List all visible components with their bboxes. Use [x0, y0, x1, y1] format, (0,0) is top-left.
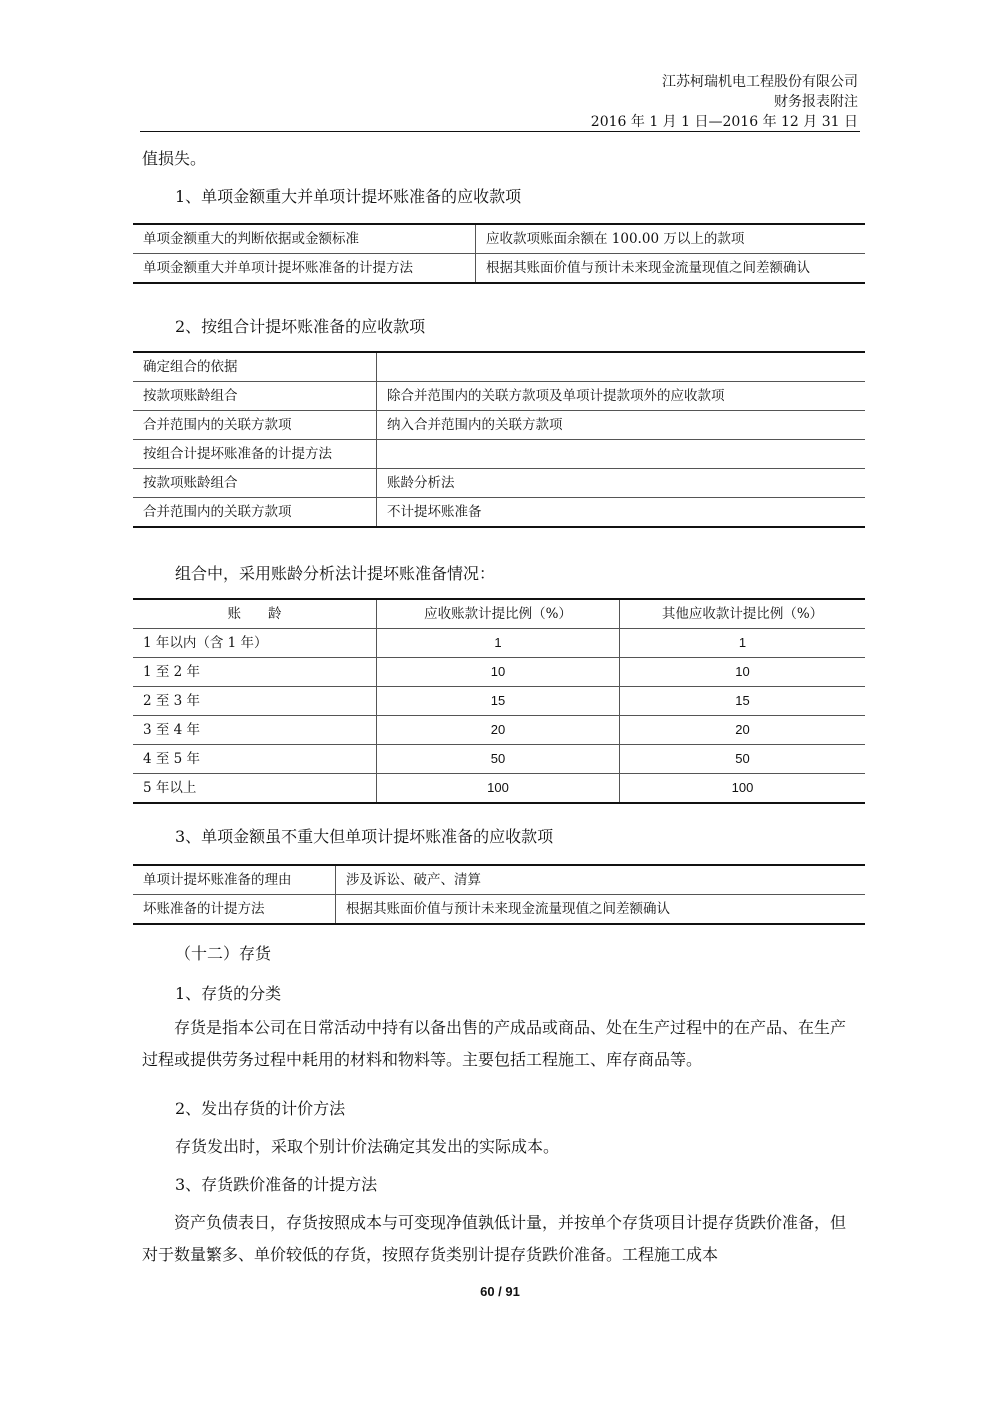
table-cell: 1 年以内（含 1 年）	[133, 629, 377, 658]
inventory-classification-text: 存货是指本公司在日常活动中持有以备出售的产成品或商品、处在生产过程中的在产品、在生产过程或提供劳务过程中耗用的材料和物料等。主要包括工程施工、库存商品等。	[142, 1018, 847, 1069]
table-cell: 2 至 3 年	[133, 687, 377, 716]
section-2-heading: 2、按组合计提坏账准备的应收款项	[175, 317, 426, 336]
table-row	[133, 382, 865, 411]
table-cell: 按款项账龄组合	[133, 469, 377, 498]
table-row	[133, 411, 865, 440]
table-row	[133, 469, 865, 498]
table-cell: 账龄分析法	[377, 469, 866, 498]
inventory-valuation-heading: 2、发出存货的计价方法	[175, 1099, 346, 1118]
table-cell: 纳入合并范围内的关联方款项	[377, 411, 866, 440]
table-row	[133, 224, 865, 254]
table-cell: 100	[620, 774, 866, 804]
inventory-impairment-text: 资产负债表日，存货按照成本与可变现净值孰低计量，并按单个存货项目计提存货跌价准备，但对于数量繁多、单价较低的存货，按照存货类别计提存货跌价准备。工程施工成本	[142, 1213, 847, 1264]
table-header-row	[133, 599, 865, 629]
inventory-valuation-text: 存货发出时，采取个别计价法确定其发出的实际成本。	[175, 1137, 560, 1156]
table-row	[133, 774, 865, 804]
document-title: 财务报表附注	[774, 94, 858, 110]
table-row	[133, 658, 865, 687]
table-cell: 15	[377, 687, 620, 716]
table-cell: 3 至 4 年	[133, 716, 377, 745]
significant-receivables-table	[133, 223, 865, 284]
table-row	[133, 629, 865, 658]
table-cell	[377, 352, 866, 382]
table-cell: 根据其账面价值与预计未来现金流量现值之间差额确认	[336, 895, 866, 925]
table-cell: 10	[620, 658, 866, 687]
non-significant-receivables-table	[133, 864, 865, 925]
table-cell: 应收款项账面余额在 100.00 万以上的款项	[476, 224, 866, 254]
table-cell: 1	[377, 629, 620, 658]
continued-text: 值损失。	[142, 149, 207, 168]
table-cell: 涉及诉讼、破产、清算	[336, 865, 866, 895]
header-rule	[140, 131, 860, 132]
table-cell: 坏账准备的计提方法	[133, 895, 336, 925]
table-cell: 1	[620, 629, 866, 658]
column-header: 其他应收款计提比例（%）	[620, 599, 866, 629]
section-3-heading: 3、单项金额虽不重大但单项计提坏账准备的应收款项	[175, 827, 554, 846]
table-cell: 4 至 5 年	[133, 745, 377, 774]
table-cell: 单项金额重大并单项计提坏账准备的计提方法	[133, 254, 476, 284]
table-cell: 10	[377, 658, 620, 687]
inventory-impairment-heading: 3、存货跌价准备的计提方法	[175, 1175, 378, 1194]
table-row	[133, 440, 865, 469]
table-cell: 合并范围内的关联方款项	[133, 411, 377, 440]
table-cell: 除合并范围内的关联方款项及单项计提款项外的应收款项	[377, 382, 866, 411]
table-cell	[377, 440, 866, 469]
table-cell: 1 至 2 年	[133, 658, 377, 687]
company-name: 江苏柯瑞机电工程股份有限公司	[662, 74, 858, 90]
table-row	[133, 498, 865, 528]
table-row	[133, 865, 865, 895]
aging-intro: 组合中，采用账龄分析法计提坏账准备情况：	[175, 564, 496, 583]
inventory-heading: （十二）存货	[175, 944, 272, 963]
table-row	[133, 895, 865, 925]
table-row	[133, 716, 865, 745]
column-header: 应收账款计提比例（%）	[377, 599, 620, 629]
table-cell: 5 年以上	[133, 774, 377, 804]
table-cell: 100	[377, 774, 620, 804]
table-row	[133, 254, 865, 284]
page-number: 60 / 91	[480, 1284, 520, 1299]
section-1-heading: 1、单项金额重大并单项计提坏账准备的应收款项	[175, 187, 522, 206]
column-header: 账 龄	[133, 599, 377, 629]
inventory-classification-heading: 1、存货的分类	[175, 984, 282, 1003]
table-row	[133, 352, 865, 382]
table-cell: 20	[620, 716, 866, 745]
table-cell: 确定组合的依据	[133, 352, 377, 382]
portfolio-receivables-table	[133, 351, 865, 528]
table-cell: 单项计提坏账准备的理由	[133, 865, 336, 895]
table-cell: 合并范围内的关联方款项	[133, 498, 377, 528]
table-cell: 15	[620, 687, 866, 716]
table-cell: 50	[377, 745, 620, 774]
table-cell: 按款项账龄组合	[133, 382, 377, 411]
table-row	[133, 745, 865, 774]
report-period: 2016 年 1 月 1 日—2016 年 12 月 31 日	[590, 114, 858, 130]
table-cell: 根据其账面价值与预计未来现金流量现值之间差额确认	[476, 254, 866, 284]
page-header	[591, 72, 858, 132]
table-cell: 50	[620, 745, 866, 774]
table-cell: 20	[377, 716, 620, 745]
aging-ratio-table	[133, 598, 865, 804]
table-cell: 单项金额重大的判断依据或金额标准	[133, 224, 476, 254]
table-row	[133, 687, 865, 716]
table-cell: 按组合计提坏账准备的计提方法	[133, 440, 377, 469]
table-cell: 不计提坏账准备	[377, 498, 866, 528]
